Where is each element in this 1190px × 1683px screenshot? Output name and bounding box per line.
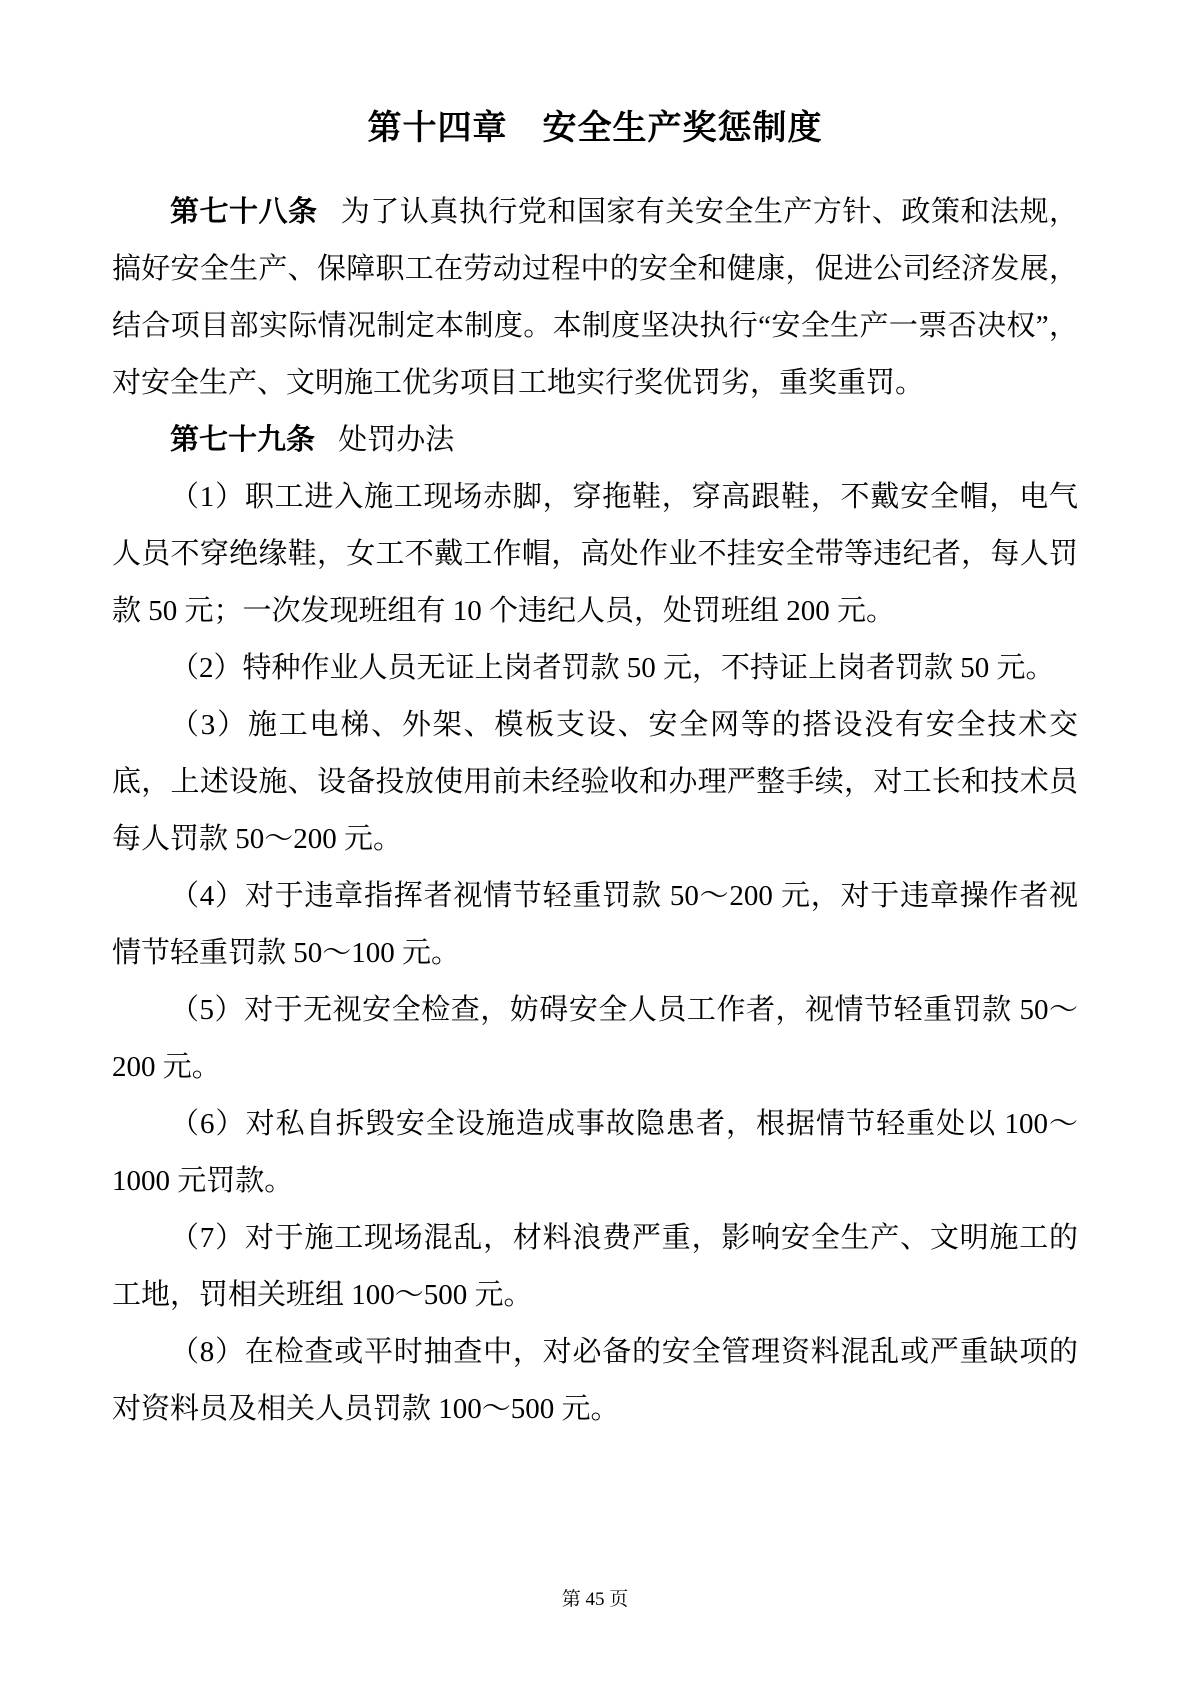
document-body <box>112 184 1078 1438</box>
penalty-item-1 <box>112 469 1078 640</box>
article-79 <box>112 412 1078 469</box>
penalty-item-5-text: （5）对于无视安全检查，妨碍安全人员工作者，视情节轻重罚款 50～200 元。 <box>112 994 1078 1083</box>
article-79-text: 处罚办法 <box>338 424 455 456</box>
penalty-item-6-text: （6）对私自拆毁安全设施造成事故隐患者，根据情节轻重处以 100～1000 元罚款。 <box>112 1108 1078 1197</box>
article-78-text: 为了认真执行党和国家有关安全生产方针、政策和法规，搞好安全生产、保障职工在劳动过程中的安全和健康，促进公司经济发展，结合项目部实际情况制定本制度。本制度坚决执行“安全生产一票否决权”，对安全生产、文明施工优劣项目工地实行奖优罚劣，重奖重罚。 <box>112 196 1078 399</box>
penalty-item-1-text: （1）职工进入施工现场赤脚，穿拖鞋，穿高跟鞋，不戴安全帽，电气人员不穿绝缘鞋，女工不戴工作帽，高处作业不挂安全带等违纪者，每人罚款 50 元；一次发现班组有 10 个违纪人员，处罚班组 200 元。 <box>112 481 1078 627</box>
penalty-item-8 <box>112 1324 1078 1438</box>
article-79-number: 第七十九条 <box>170 424 316 456</box>
penalty-item-4 <box>112 868 1078 982</box>
penalty-item-7 <box>112 1210 1078 1324</box>
penalty-item-5 <box>112 982 1078 1096</box>
penalty-item-2-text: （2）特种作业人员无证上岗者罚款 50 元，不持证上岗者罚款 50 元。 <box>170 652 1055 684</box>
penalty-item-3 <box>112 697 1078 868</box>
penalty-item-3-text: （3）施工电梯、外架、模板支设、安全网等的搭设没有安全技术交底，上述设施、设备投放使用前未经验收和办理严整手续，对工长和技术员每人罚款 50～200 元。 <box>112 709 1078 855</box>
article-78 <box>112 184 1078 412</box>
chapter-title: 第十四章 安全生产奖惩制度 <box>367 110 823 147</box>
penalty-item-7-text: （7）对于施工现场混乱，材料浪费严重，影响安全生产、文明施工的工地，罚相关班组 100～500 元。 <box>112 1222 1078 1311</box>
penalty-item-2 <box>112 640 1078 697</box>
penalty-item-6 <box>112 1096 1078 1210</box>
article-78-number: 第七十八条 <box>170 196 318 228</box>
penalty-item-4-text: （4）对于违章指挥者视情节轻重罚款 50～200 元，对于违章操作者视情节轻重罚款 50～100 元。 <box>112 880 1078 969</box>
page-number: 第 45 页 <box>561 1589 629 1610</box>
penalty-item-8-text: （8）在检查或平时抽查中，对必备的安全管理资料混乱或严重缺项的对资料员及相关人员罚款 100～500 元。 <box>112 1336 1078 1425</box>
